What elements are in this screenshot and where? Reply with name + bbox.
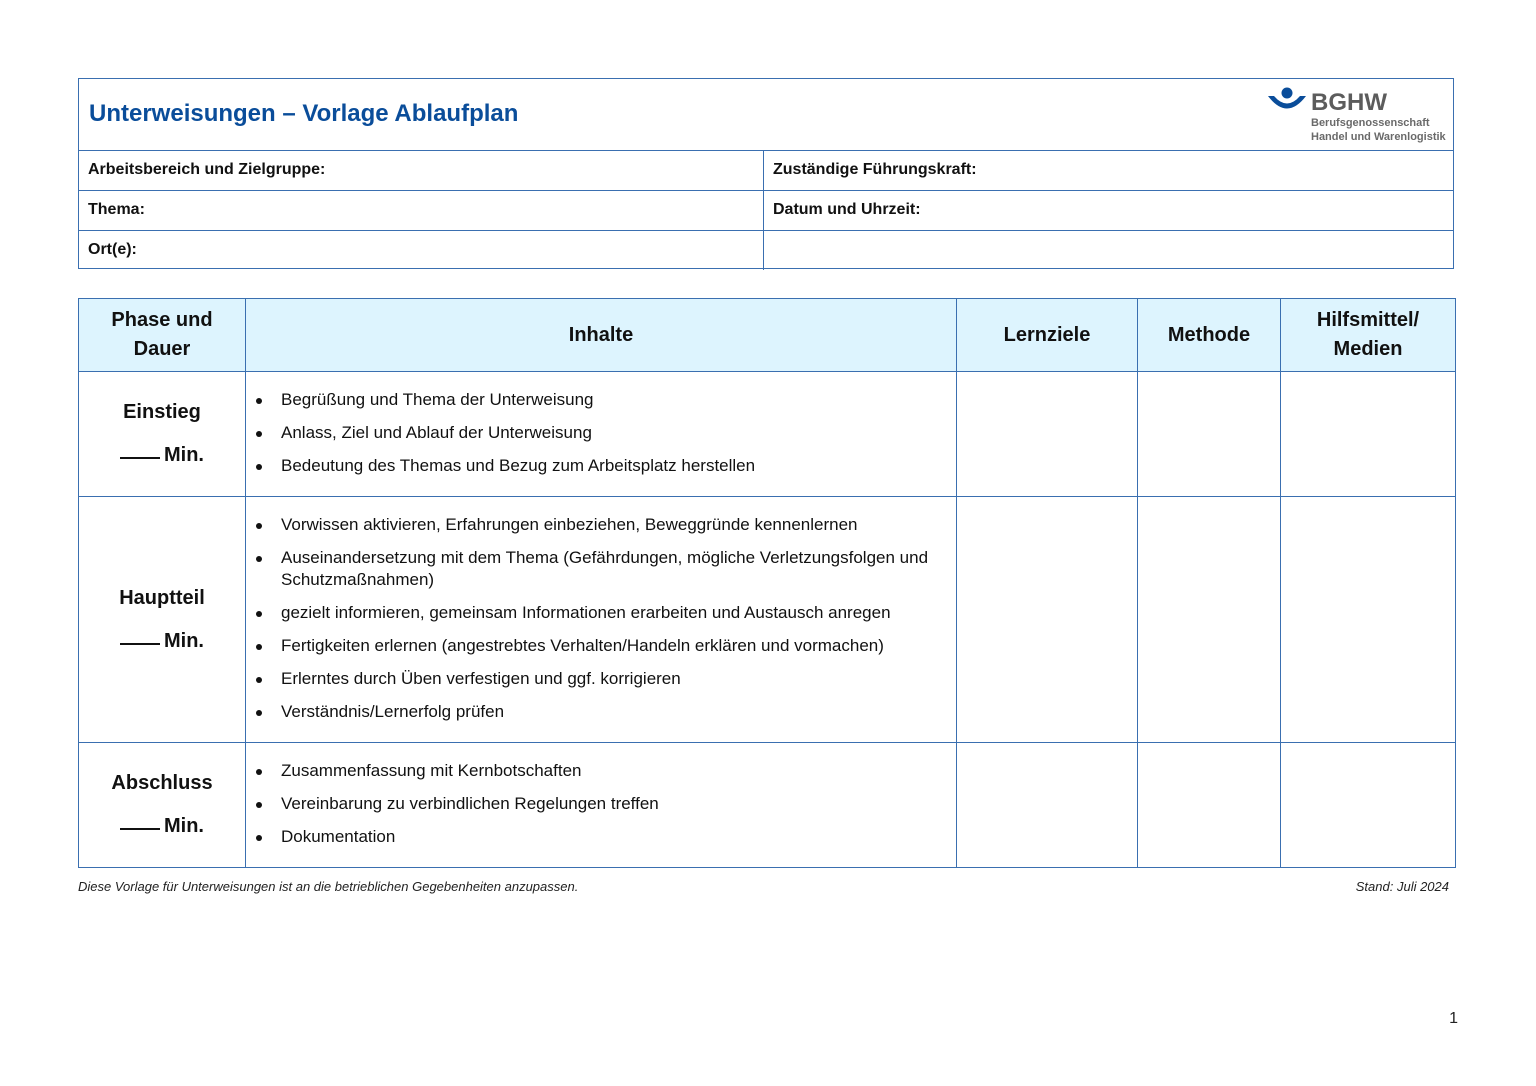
phase-name: Abschluss	[111, 772, 213, 794]
duration-blank[interactable]	[120, 643, 160, 645]
phase-cell	[79, 743, 246, 868]
thema-label: Thema:	[88, 201, 145, 218]
list-item: Bedeutung des Themas und Bezug zum Arbeitsplatz herstellen	[254, 455, 946, 477]
list-item: gezielt informieren, gemeinsam Informationen erarbeiten und Austausch anregen	[254, 602, 946, 624]
page-number: 1	[1449, 1010, 1458, 1027]
list-item: Begrüßung und Thema der Unterweisung	[254, 389, 946, 411]
ort-field[interactable]	[79, 231, 764, 270]
duration-unit: Min.	[164, 444, 204, 466]
inhalte-list	[254, 514, 946, 723]
column-header-lernziele: Lernziele	[957, 299, 1138, 372]
table-row-abschluss	[79, 743, 1456, 868]
list-item: Fertigkeiten erlernen (angestrebtes Verhalten/Handeln erklären und vormachen)	[254, 635, 946, 657]
ablaufplan-table	[78, 298, 1456, 868]
inhalte-cell	[246, 372, 957, 497]
phase-name: Hauptteil	[119, 586, 205, 609]
logo-subtitle-1: Berufsgenossenschaft	[1311, 117, 1430, 129]
list-item: Anlass, Ziel und Ablauf der Unterweisung	[254, 422, 946, 444]
footnote: Diese Vorlage für Unterweisungen ist an die betrieblichen Gegebenheiten anzupassen.	[78, 879, 579, 894]
duration-unit: Min.	[164, 629, 204, 652]
duration-field[interactable]	[80, 444, 244, 467]
info-row-3	[79, 231, 1453, 270]
version-stand: Stand: Juli 2024	[1355, 879, 1449, 894]
thema-field[interactable]	[79, 191, 764, 230]
phase-cell	[79, 497, 246, 743]
inhalte-list	[254, 760, 946, 848]
methode-cell[interactable]	[1138, 372, 1281, 497]
hilfsmittel-cell[interactable]	[1281, 372, 1456, 497]
inhalte-cell	[246, 497, 957, 743]
table-header-row	[79, 299, 1456, 372]
logo-subtitle-2: Handel und Warenlogistik	[1311, 131, 1446, 143]
empty-info-field[interactable]	[764, 231, 1453, 270]
duration-field[interactable]	[80, 630, 244, 653]
list-item: Dokumentation	[254, 826, 946, 848]
lernziele-cell[interactable]	[957, 497, 1138, 743]
fuehrungskraft-label: Zuständige Führungskraft:	[773, 161, 977, 178]
info-row-2	[79, 191, 1453, 231]
datum-field[interactable]	[764, 191, 1453, 230]
list-item: Erlerntes durch Üben verfestigen und ggf. korrigieren	[254, 668, 946, 690]
title-row	[79, 79, 1453, 151]
duration-blank[interactable]	[120, 457, 160, 459]
column-header-hilfsmittel: Hilfsmittel/ Medien	[1281, 299, 1456, 372]
methode-cell[interactable]	[1138, 743, 1281, 868]
page-title: Unterweisungen – Vorlage Ablaufplan	[89, 100, 519, 127]
column-header-methode: Methode	[1138, 299, 1281, 372]
hilfsmittel-cell[interactable]	[1281, 743, 1456, 868]
lernziele-cell[interactable]	[957, 743, 1138, 868]
bghw-logo-icon	[1267, 87, 1307, 117]
table-row-einstieg	[79, 372, 1456, 497]
logo-wordmark: BGHW	[1311, 89, 1387, 116]
list-item: Vereinbarung zu verbindlichen Regelungen treffen	[254, 793, 946, 815]
header-box	[78, 78, 1454, 269]
list-item: Vorwissen aktivieren, Erfahrungen einbeziehen, Beweggründe kennenlernen	[254, 514, 946, 536]
lernziele-cell[interactable]	[957, 372, 1138, 497]
bghw-logo	[1267, 85, 1445, 145]
duration-unit: Min.	[164, 815, 204, 837]
column-header-inhalte: Inhalte	[246, 299, 957, 372]
inhalte-cell	[246, 743, 957, 868]
column-header-phase: Phase und Dauer	[79, 299, 246, 372]
phase-cell	[79, 372, 246, 497]
list-item: Verständnis/Lernerfolg prüfen	[254, 701, 946, 723]
inhalte-list	[254, 389, 946, 477]
datum-label: Datum und Uhrzeit:	[773, 201, 921, 218]
arbeitsbereich-field[interactable]	[79, 151, 764, 190]
list-item: Zusammenfassung mit Kernbotschaften	[254, 760, 946, 782]
fuehrungskraft-field[interactable]	[764, 151, 1453, 190]
methode-cell[interactable]	[1138, 497, 1281, 743]
list-item: Auseinandersetzung mit dem Thema (Gefährdungen, mögliche Verletzungsfolgen und Schutzmaßnahmen)	[254, 547, 946, 591]
table-row-hauptteil	[79, 497, 1456, 743]
info-row-1	[79, 151, 1453, 191]
hilfsmittel-cell[interactable]	[1281, 497, 1456, 743]
phase-name: Einstieg	[123, 401, 201, 423]
duration-blank[interactable]	[120, 828, 160, 830]
ort-label: Ort(e):	[88, 241, 137, 258]
arbeitsbereich-label: Arbeitsbereich und Zielgruppe:	[88, 161, 326, 178]
duration-field[interactable]	[80, 815, 244, 838]
